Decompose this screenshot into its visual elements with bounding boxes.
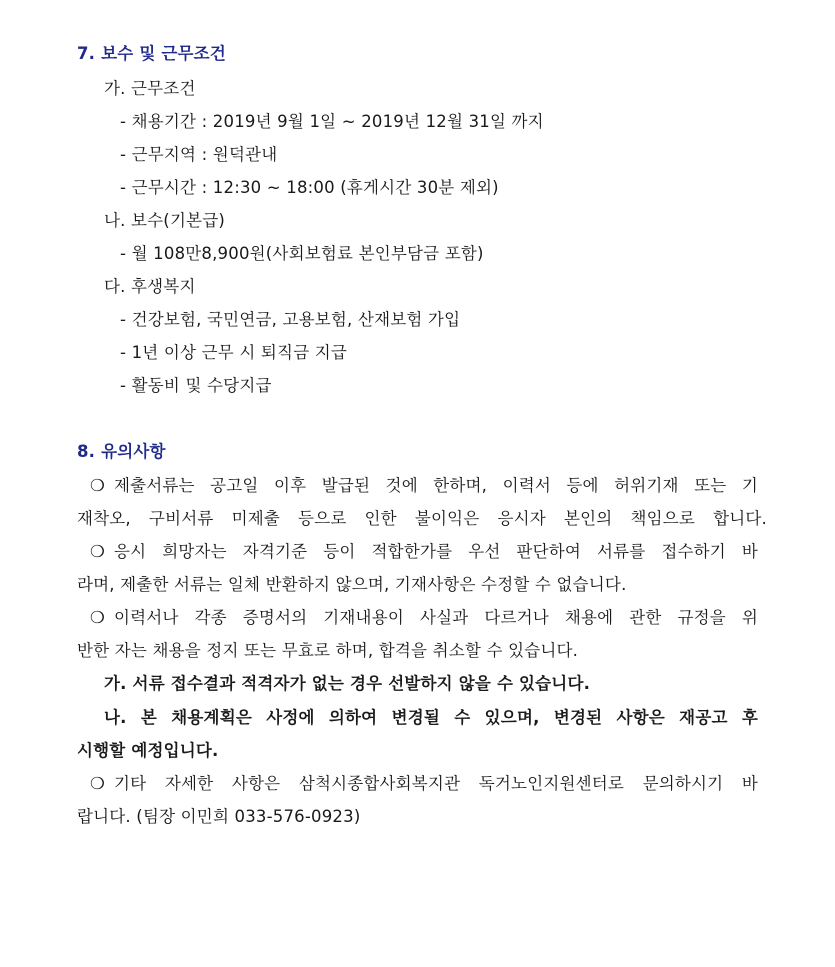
bullet-circle: ❍ — [90, 542, 105, 561]
notice-4-line-1 — [90, 772, 758, 796]
notice-3-text-1: 이력서나 각종 증명서의 기재내용이 사실과 다르거나 채용에 관한 규정을 위 — [114, 608, 758, 627]
subsection-b-heading: 나. 보수(기본급) — [104, 211, 225, 230]
note-b-line-1: 나. 본 채용계획은 사정에 의하여 변경될 수 있으며, 변경된 사항은 재공고 후 — [104, 708, 758, 727]
work-location: - 근무지역 : 원덕관내 — [120, 145, 278, 164]
welfare-allowance: - 활동비 및 수당지급 — [120, 376, 272, 395]
subsection-c-heading: 다. 후생복지 — [104, 277, 196, 296]
notice-1-line-1 — [90, 474, 758, 498]
notice-4-line-2: 랍니다. (팀장 이민희 033-576-0923) — [77, 807, 361, 826]
employment-period: - 채용기간 : 2019년 9월 1일 ~ 2019년 12월 31일 까지 — [120, 112, 544, 131]
notice-2-line-2: 라며, 제출한 서류는 일체 반환하지 않으며, 기재사항은 수정할 수 없습니다. — [77, 575, 627, 594]
notice-4-text-1: 기타 자세한 사항은 삼척시종합사회복지관 독거노인지원센터로 문의하시기 바 — [114, 774, 758, 793]
monthly-pay: - 월 108만8,900원(사회보험료 본인부담금 포함) — [120, 244, 484, 263]
note-b-line-2: 시행할 예정입니다. — [77, 741, 219, 760]
notice-1-line-2: 재착오, 구비서류 미제출 등으로 인한 불이익은 응시자 본인의 책임으로 합니다. — [77, 509, 767, 528]
note-a: 가. 서류 접수결과 적격자가 없는 경우 선발하지 않을 수 있습니다. — [104, 674, 591, 693]
bullet-circle: ❍ — [90, 608, 105, 627]
notice-2-text-1: 응시 희망자는 자격기준 등이 적합한가를 우선 판단하여 서류를 접수하기 바 — [114, 542, 758, 561]
work-hours: - 근무시간 : 12:30 ~ 18:00 (휴게시간 30분 제외) — [120, 178, 499, 197]
welfare-insurance: - 건강보험, 국민연금, 고용보험, 산재보험 가입 — [120, 310, 461, 329]
subsection-a-heading: 가. 근무조건 — [104, 79, 196, 98]
welfare-severance: - 1년 이상 근무 시 퇴직금 지급 — [120, 343, 348, 362]
notice-3-line-2: 반한 자는 채용을 정지 또는 무효로 하며, 합격을 취소할 수 있습니다. — [77, 641, 579, 660]
bullet-circle: ❍ — [90, 476, 105, 495]
section-7-title: 7. 보수 및 근무조건 — [77, 44, 226, 63]
notice-2-line-1 — [90, 540, 758, 564]
section-8-title: 8. 유의사항 — [77, 442, 166, 461]
notice-3-line-1 — [90, 606, 758, 630]
notice-1-text-1: 제출서류는 공고일 이후 발급된 것에 한하며, 이력서 등에 허위기재 또는 기 — [114, 476, 758, 495]
bullet-circle: ❍ — [90, 774, 105, 793]
